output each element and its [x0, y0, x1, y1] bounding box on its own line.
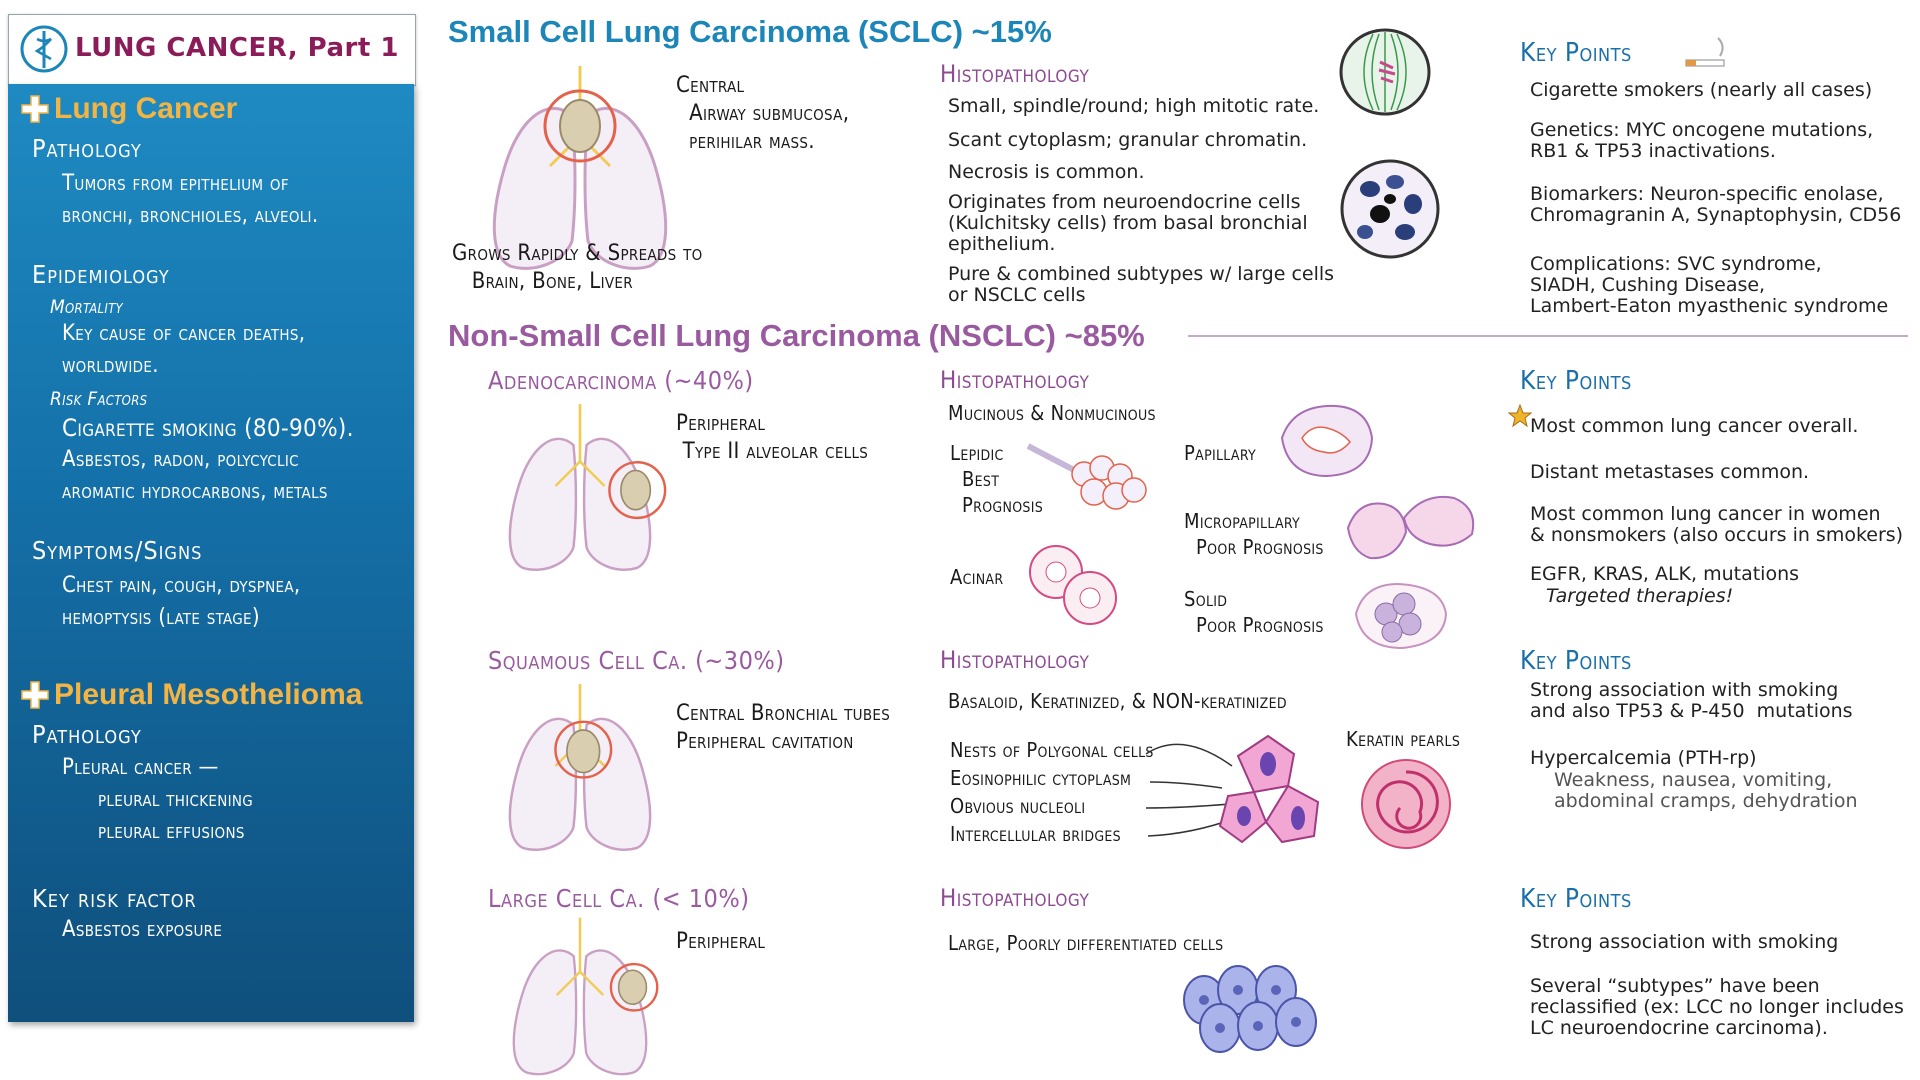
- large-histo-heading: Histopathology: [940, 884, 1090, 912]
- large-key-1: Strong association with smoking: [1530, 931, 1839, 953]
- keratin-pearls-label: Keratin pearls: [1346, 727, 1461, 751]
- sclc-key-2: Genetics: MYC oncogene mutations, RB1 & TP53 inactivations.: [1530, 119, 1874, 162]
- sclc-histo-heading: Histopathology: [940, 60, 1090, 88]
- lepidic-label: Lepidic Best Prognosis: [950, 441, 1044, 517]
- large-key-2: Several “subtypes” have been reclassified (ex: LCC no longer includes LC neuroendocrine carcinoma).: [1530, 975, 1904, 1039]
- pathology-text: Tumors from epithelium of bronchi, bronchioles, alveoli.: [62, 171, 319, 228]
- plus-icon: [20, 94, 50, 124]
- keratin-pearl-illustration: [1358, 756, 1454, 852]
- small-cells-illustration: [1335, 154, 1445, 264]
- meso-pathology-heading: Pathology: [32, 720, 142, 749]
- papillary-illustration: [1272, 398, 1382, 482]
- sclc-key-3: Biomarkers: Neuron-specific enolase, Chromagranin A, Synaptophysin, CD56: [1530, 183, 1902, 226]
- sclc-key-1: Cigarette smokers (nearly all cases): [1530, 79, 1873, 101]
- risk-heading: Risk Factors: [50, 388, 148, 410]
- solid-label: Solid Poor Prognosis: [1184, 587, 1324, 637]
- risk-text-1: Cigarette smoking (80-90%).: [62, 414, 354, 442]
- meso-pathology-text: Pleural cancer —: [62, 755, 219, 780]
- adeno-heading: Adenocarcinoma (~40%): [488, 366, 754, 395]
- caduceus-icon: [19, 23, 69, 75]
- epidemiology-heading: Epidemiology: [32, 260, 170, 289]
- lung-illustration: [480, 396, 680, 576]
- plus-icon: [20, 680, 50, 710]
- page-title: LUNG CANCER, Part 1: [75, 33, 399, 63]
- squamous-key-2b: Weakness, nausea, vomiting, abdominal cramps, dehydration: [1554, 769, 1858, 812]
- mortality-heading: Mortality: [50, 296, 123, 318]
- adeno-key-4b: Targeted therapies!: [1546, 585, 1734, 607]
- symptoms-heading: Symptoms/Signs: [32, 536, 203, 565]
- large-key-heading: Key Points: [1520, 884, 1632, 914]
- title-box: [8, 14, 416, 86]
- mitotic-cell-illustration: [1335, 22, 1435, 122]
- divider: [1188, 335, 1908, 337]
- papillary-label: Papillary: [1184, 441, 1256, 465]
- micropapillary-illustration: [1344, 488, 1484, 568]
- adeno-key-heading: Key Points: [1520, 366, 1632, 396]
- sclc-histo-2: Scant cytoplasm; granular chromatin.: [948, 129, 1308, 151]
- nsclc-heading: Non-Small Cell Lung Carcinoma (NSCLC) ~85%: [448, 318, 1145, 353]
- acinar-illustration: [1024, 540, 1124, 630]
- adeno-key-4: EGFR, KRAS, ALK, mutations: [1530, 563, 1800, 585]
- squamous-key-heading: Key Points: [1520, 646, 1632, 676]
- squamous-features: Nests of Polygonal cells Eosinophilic cytoplasm Obvious nucleoli Intercellular bridges: [950, 738, 1154, 846]
- star-icon: [1508, 404, 1532, 428]
- sclc-location: Central Airway submucosa, perihilar mass.: [676, 73, 850, 154]
- lung-illustration: [480, 676, 680, 856]
- squamous-histo-heading: Histopathology: [940, 646, 1090, 674]
- adeno-location: Peripheral Type II alveolar cells: [676, 411, 869, 464]
- large-heading: Large Cell Ca. (< 10%): [488, 884, 750, 913]
- squamous-cells-illustration: [1142, 726, 1332, 846]
- sclc-grows: Grows Rapidly & Spreads to Brain, Bone, Liver: [452, 241, 703, 294]
- squamous-key-1: Strong association with smoking and also TP53 & P-450 mutations: [1530, 679, 1853, 722]
- sclc-histo-3: Necrosis is common.: [948, 161, 1145, 183]
- squamous-key-2: Hypercalcemia (PTH-rp): [1530, 747, 1757, 769]
- adeno-histo-heading: Histopathology: [940, 366, 1090, 394]
- large-desc: Large, Poorly differentiated cells: [948, 931, 1224, 955]
- large-cells-illustration: [1180, 960, 1330, 1060]
- sclc-histo-4: Originates from neuroendocrine cells (Kulchitsky cells) from basal bronchial epithelium.: [948, 191, 1308, 255]
- mortality-text: Key cause of cancer deaths, worldwide.: [62, 321, 306, 378]
- sclc-key-heading: Key Points: [1520, 38, 1632, 68]
- sidebar: [8, 84, 414, 1022]
- adeno-key-1: Most common lung cancer overall.: [1530, 415, 1859, 437]
- sclc-key-4: Complications: SVC syndrome, SIADH, Cushing Disease, Lambert-Eaton myasthenic syndrome: [1530, 253, 1889, 317]
- squamous-location: Central Bronchial tubes Peripheral cavitation: [676, 701, 891, 754]
- pathology-heading: Pathology: [32, 134, 142, 163]
- meso-key-text: Asbestos exposure: [62, 917, 223, 942]
- sclc-histo-1: Small, spindle/round; high mitotic rate.: [948, 95, 1320, 117]
- squamous-heading: Squamous Cell Ca. (~30%): [488, 646, 785, 675]
- solid-illustration: [1346, 574, 1456, 654]
- cigarette-icon: [1682, 34, 1732, 74]
- adeno-key-2: Distant metastases common.: [1530, 461, 1810, 483]
- adeno-mucinous: Mucinous & Nonmucinous: [948, 401, 1156, 425]
- squamous-types: Basaloid, Keratinized, & NON-keratinized: [948, 689, 1287, 713]
- section-mesothelioma: Pleural Mesothelioma: [54, 678, 363, 711]
- lepidic-illustration: [1024, 440, 1154, 520]
- symptoms-text: Chest pain, cough, dyspnea, hemoptysis (late stage): [62, 573, 301, 630]
- acinar-label: Acinar: [950, 565, 1004, 589]
- risk-text-2: Asbestos, radon, polycyclic aromatic hydrocarbons, metals: [62, 447, 328, 504]
- sclc-heading: Small Cell Lung Carcinoma (SCLC) ~15%: [448, 14, 1052, 49]
- section-lung-cancer: Lung Cancer: [54, 92, 238, 125]
- micropapillary-label: Micropapillary Poor Prognosis: [1184, 509, 1324, 559]
- sclc-histo-5: Pure & combined subtypes w/ large cells or NSCLC cells: [948, 263, 1335, 306]
- meso-pathology-text-2: pleural thickening pleural effusions: [98, 787, 254, 844]
- meso-key-heading: Key risk factor: [32, 884, 197, 913]
- large-location: Peripheral: [676, 929, 766, 954]
- adeno-key-3: Most common lung cancer in women & nonsmokers (also occurs in smokers): [1530, 503, 1904, 546]
- lung-illustration: [480, 910, 680, 1080]
